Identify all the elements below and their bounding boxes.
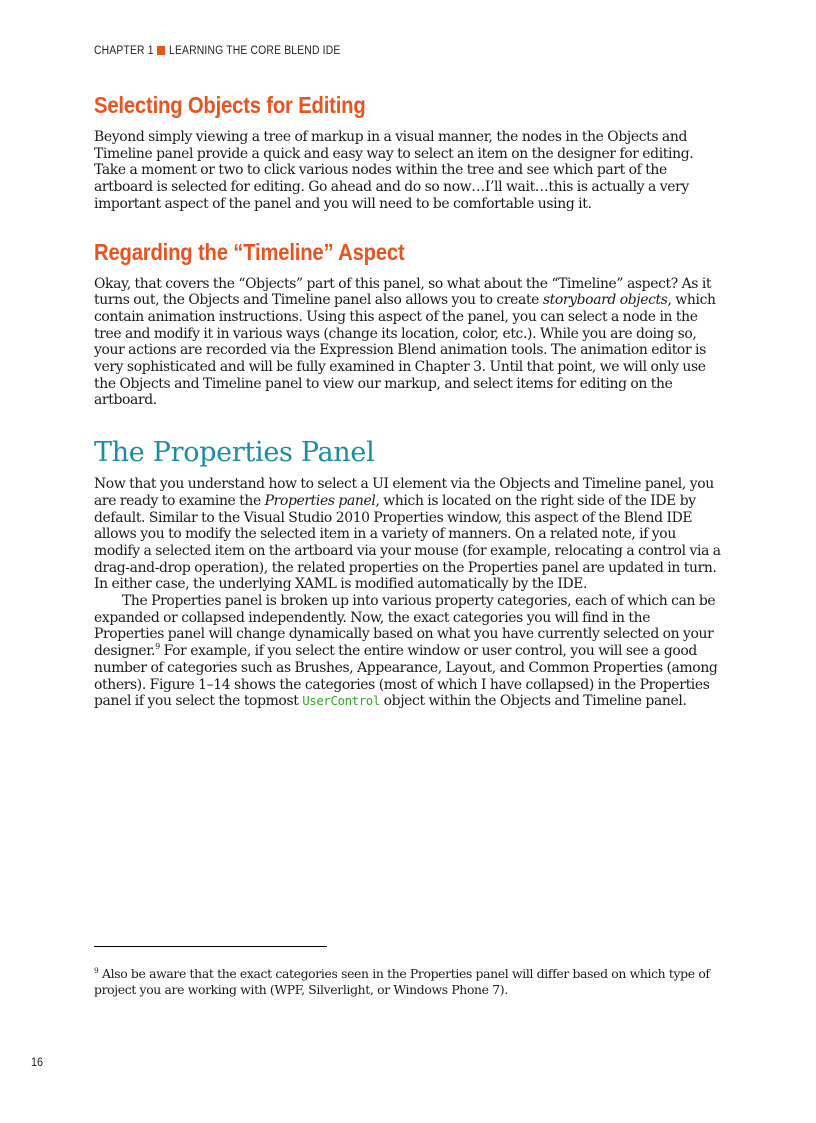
section-heading-timeline-aspect: Regarding the “Timeline” Aspect (94, 238, 405, 265)
section-heading-properties-panel: The Properties Panel (94, 437, 375, 469)
paragraph: Okay, that covers the “Objects” part of this panel, so what about the “Timeline” aspect? As it turns out, the Objects and Timeline panel also allows you to create storyboard objects, which contain animation instructions. Using this aspect of the panel, you can select a node in the tree and modify it in various ways (change its location, color, etc.). While you are doing so, your actions are recorded via the Expression Blend animation tools. The animation editor is very sophisticated and will be fully examined in Chapter 3. Until that point, we will only use the Objects and Timeline panel to view our markup, and select items for editing on the artboard. (94, 275, 716, 409)
page-number: 16 (31, 1055, 44, 1069)
running-header (94, 45, 340, 57)
chapter-label: CHAPTER 1 (94, 45, 154, 57)
emphasis: Properties panel (264, 492, 376, 509)
footnote-number: 9 (94, 966, 99, 975)
section-heading-selecting-objects: Selecting Objects for Editing (94, 92, 366, 118)
paragraph: The Properties panel is broken up into various property categories, each of which can be expanded or collapsed independently. Now, the exact categories you will find in the Properties panel will change dynamically based on what you have currently selected on your designer.$^9$ For example, if you select the entire window or user control, you will see a good number of categories such as Brushes, Appearance, Layout, and Common Properties (among others). Figure 1–14 shows the categories (most of which I have collapsed) in the Properties panel if you select the topmost UserControl object within the Objects and Timeline panel. (94, 593, 718, 710)
paragraph: Now that you understand how to select a UI element via the Objects and Timeline panel, you are ready to examine the Properties panel, which is located on the right side of the IDE by default. Similar to the Visual Studio 2010 Properties window, this aspect of the Blend IDE allows you to modify the selected item in a variety of manners. On a related note, if you modify a selected item on the artboard via your mouse (for example, relocating a control via a drag-and-drop operation), the related properties on the Properties panel are updated in turn. In either case, the underlying XAML is modified automatically by the IDE. (94, 476, 721, 593)
footnote (94, 966, 714, 998)
emphasis: storyboard objects (542, 292, 668, 309)
inline-code: UserControl (302, 693, 380, 709)
footnote-divider (94, 946, 327, 947)
footnote-ref[interactable]: 9 (155, 642, 160, 652)
header-square-icon (157, 46, 165, 55)
paragraph: Beyond simply viewing a tree of markup in a visual manner, the nodes in the Objects and Timeline panel provide a quick and easy way to select an item on the designer for editing. Take a moment or two to click various nodes within the tree and see which part of the artboard is selected for editing. Go ahead and do so now…I’ll wait…this is actually a very important aspect of the panel and you will need to be comfortable using it. (94, 129, 694, 212)
chapter-title: LEARNING THE CORE BLEND IDE (169, 45, 341, 57)
page-body (94, 92, 722, 710)
footnote-text: Also be aware that the exact categories seen in the Properties panel will differ based on which type of project you are working with (WPF, Silverlight, or Windows Phone 7). (94, 966, 710, 997)
